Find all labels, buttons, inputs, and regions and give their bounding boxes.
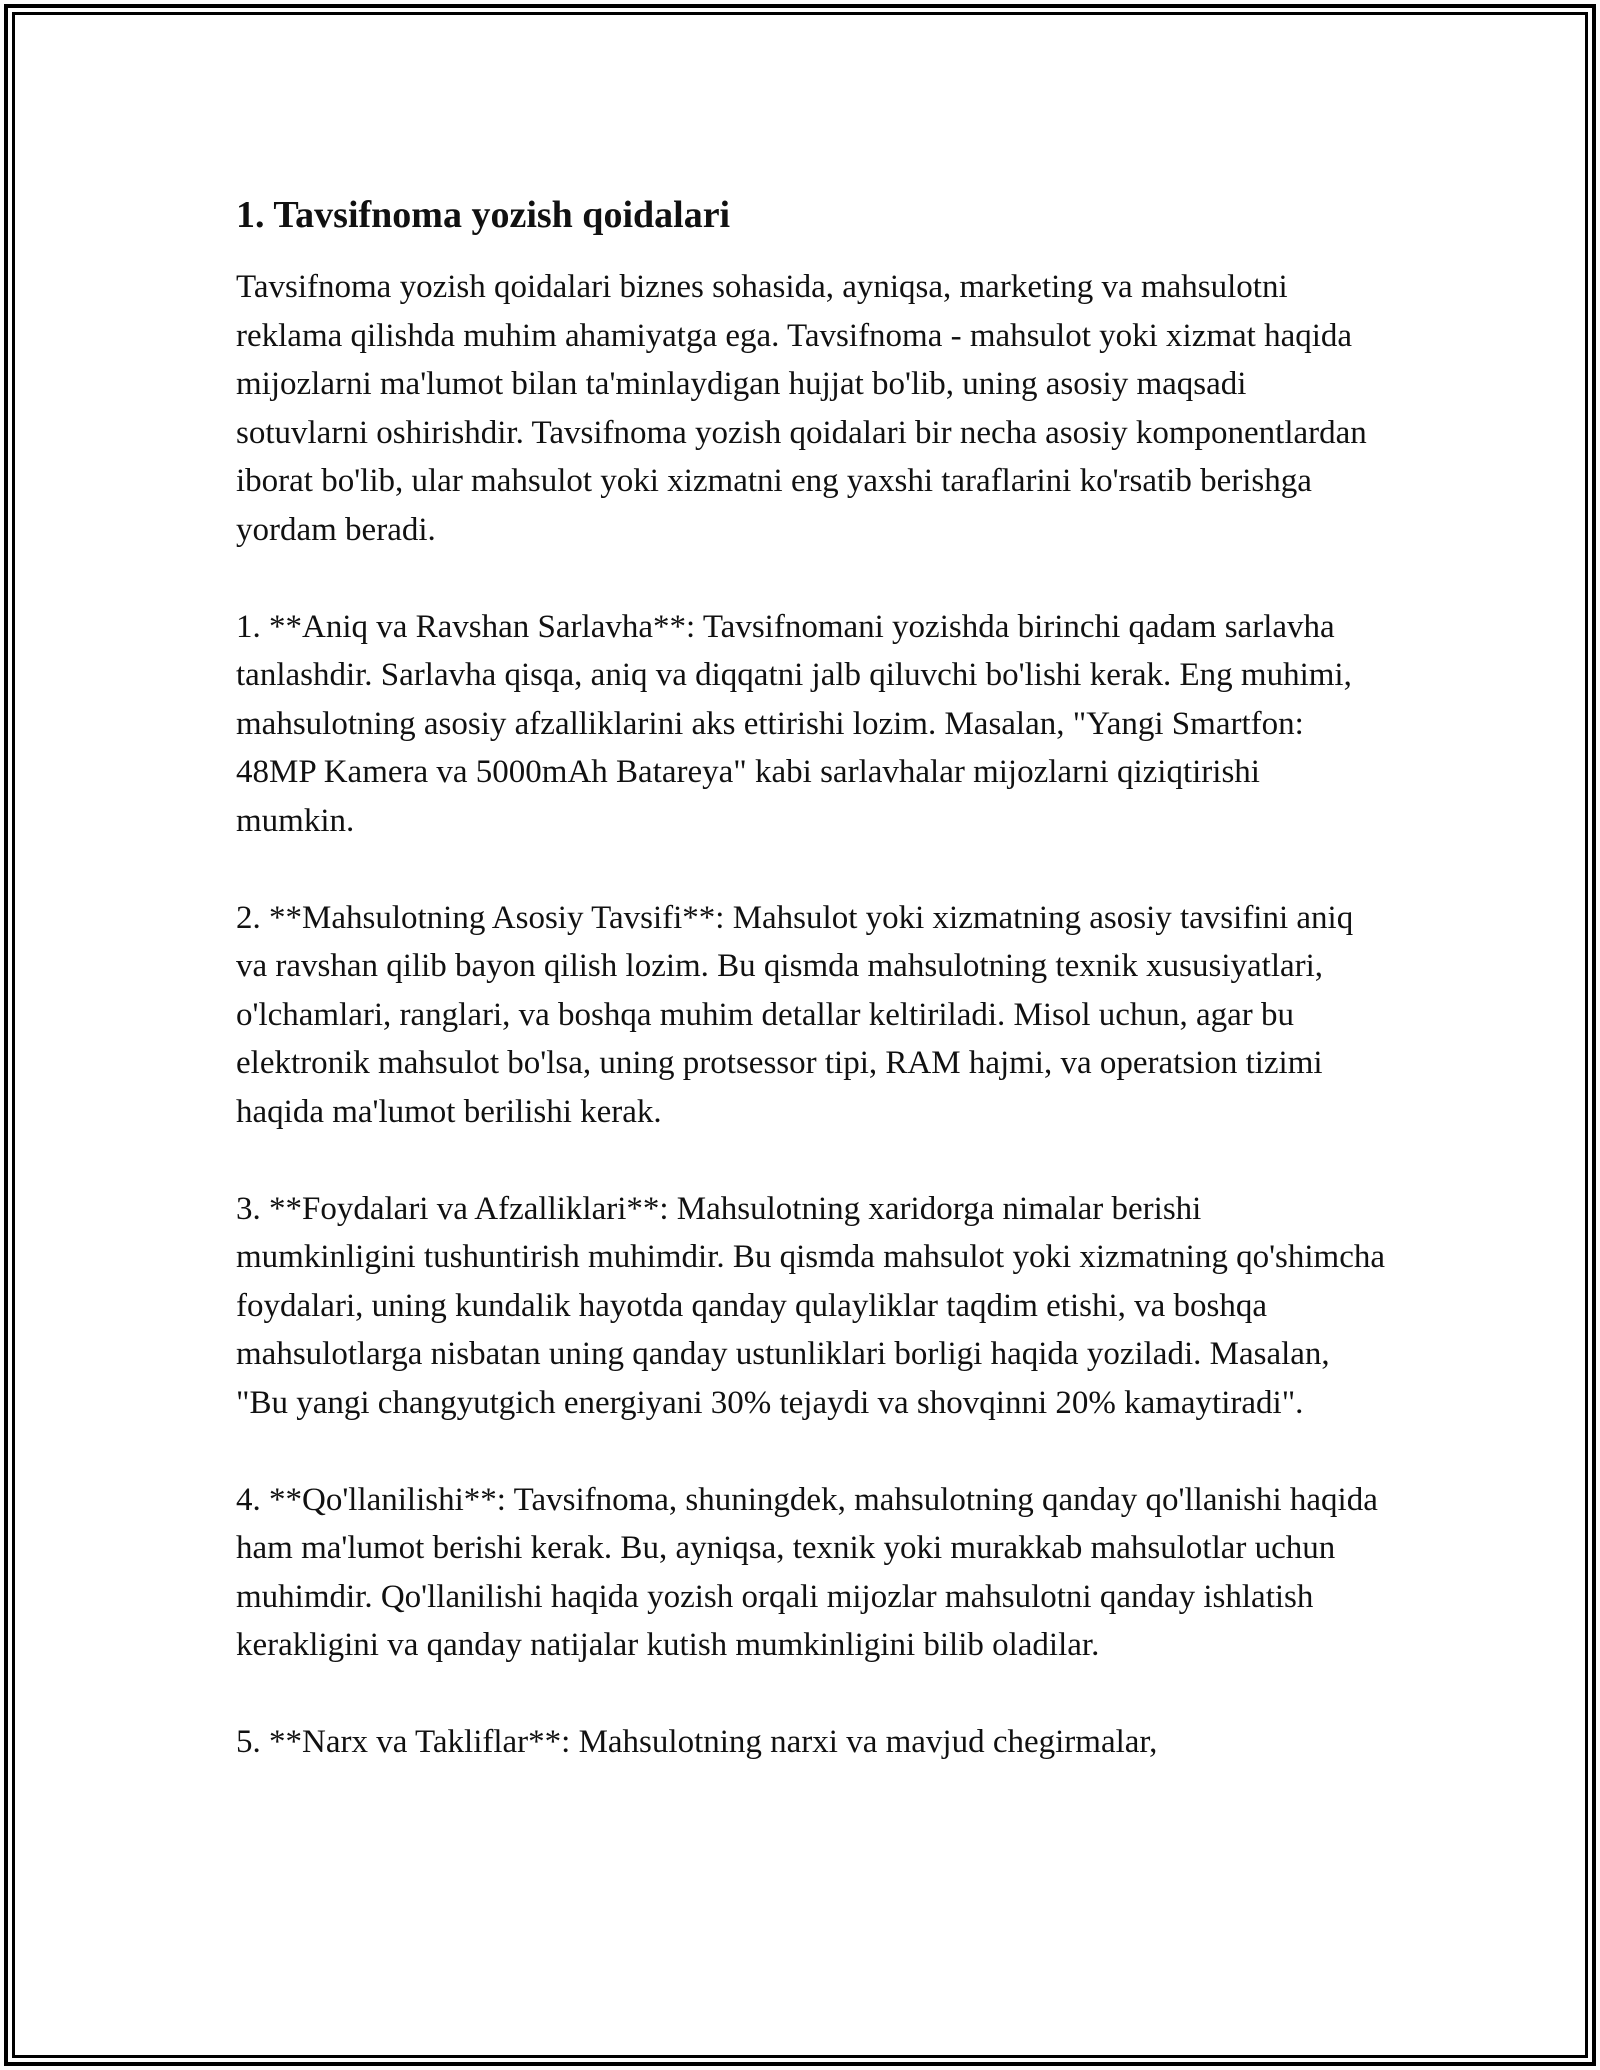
section-5-paragraph: 5. **Narx va Takliflar**: Mahsulotning narxi va mavjud chegirmalar,	[236, 1724, 1158, 1760]
document-title: 1. Tavsifnoma yozish qoidalari	[236, 194, 731, 236]
document-body	[236, 185, 1386, 1815]
section-1-paragraph: 1. **Aniq va Ravshan Sarlavha**: Tavsifnomani yozishda birinchi qadam sarlavha tanlashdir. Sarlavha qisqa, aniq va diqqatni jalb qiluvchi bo'lishi kerak. Eng muhimi, mahsulotning asosiy afzalliklarini aks ettirishi lozim. Masalan, "Yangi Smartfon: 48MP Kamera va 5000mAh Batareya" kabi sarlavhalar mijozlarni qiziqtirishi mumkin.	[236, 608, 1352, 839]
intro-paragraph: Tavsifnoma yozish qoidalari biznes sohasida, ayniqsa, marketing va mahsulotni reklama qilishda muhim ahamiyatga ega. Tavsifnoma - mahsulot yoki xizmat haqida mijozlarni ma'lumot bilan ta'minlaydigan hujjat bo'lib, uning asosiy maqsadi sotuvlarni oshirishdir. Tavsifnoma yozish qoidalari bir necha asosiy komponentlardan iborat bo'lib, ular mahsulot yoki xizmatni eng yaxshi taraflarini ko'rsatib berishga yordam beradi.	[236, 269, 1367, 548]
section-3-paragraph: 3. **Foydalari va Afzalliklari**: Mahsulotning xaridorga nimalar berishi mumkinligini tushuntirish muhimdir. Bu qismda mahsulot yoki xizmatning qo'shimcha foydalari, uning kundalik hayotda qanday qulayliklar taqdim etishi, va boshqa mahsulotlarga nisbatan uning qanday ustunliklari borligi haqida yoziladi. Masalan, "Bu yangi changyutgich energiyani 30% tejaydi va shovqinni 20% kamaytiradi".	[236, 1190, 1386, 1421]
section-4-paragraph: 4. **Qo'llanilishi**: Tavsifnoma, shuningdek, mahsulotning qanday qo'llanishi haqida ham ma'lumot berishi kerak. Bu, ayniqsa, texnik yoki murakkab mahsulotlar uchun muhimdir. Qo'llanilishi haqida yozish orqali mijozlar mahsulotni qanday ishlatish kerakligini va qanday natijalar kutish mumkinligini bilib oladilar.	[236, 1481, 1378, 1663]
section-2-paragraph: 2. **Mahsulotning Asosiy Tavsifi**: Mahsulot yoki xizmatning asosiy tavsifini aniq va ravshan qilib bayon qilish lozim. Bu qismda mahsulotning texnik xususiyatlari, o'lchamlari, ranglari, va boshqa muhim detallar keltiriladi. Misol uchun, agar bu elektronik mahsulot bo'lsa, uning protsessor tipi, RAM hajmi, va operatsion tizimi haqida ma'lumot berilishi kerak.	[236, 899, 1354, 1130]
